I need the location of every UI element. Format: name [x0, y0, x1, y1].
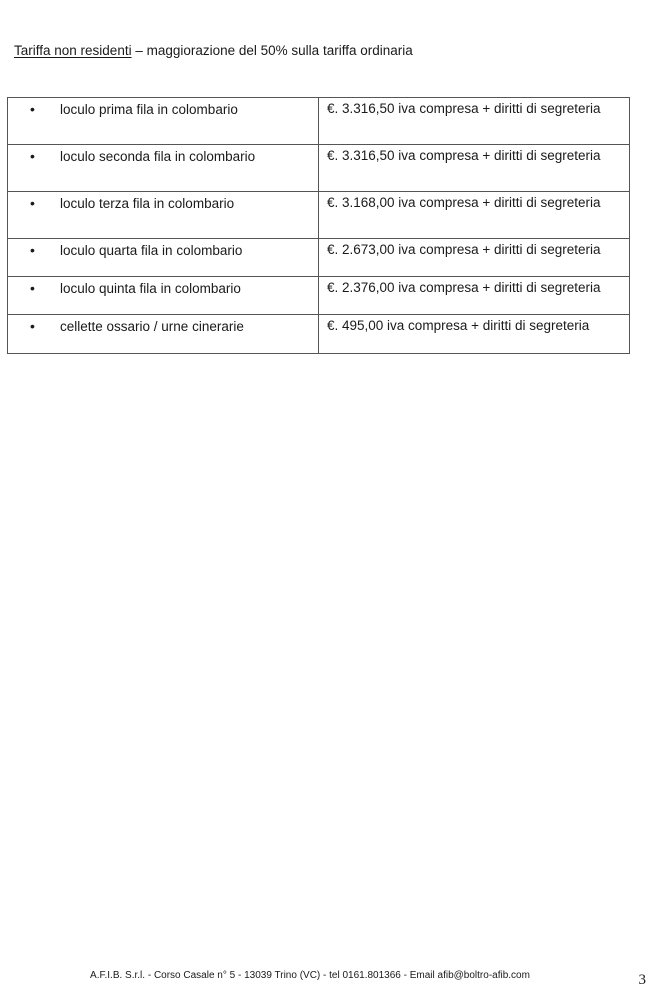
price-cell: €. 2.376,00 iva compresa + diritti di segreteria — [319, 277, 630, 315]
item-label: loculo seconda fila in colombario — [60, 149, 256, 164]
heading-rest-text: – maggiorazione del 50% sulla tariffa ordinaria — [131, 43, 413, 58]
page-footer: A.F.I.B. S.r.l. - Corso Casale n° 5 - 13039 Trino (VC) - tel 0161.801366 - Email afib@boltro-afib.com — [90, 970, 530, 981]
price-cell: €. 3.316,50 iva compresa + diritti di segreteria — [319, 98, 630, 145]
item-label: loculo quinta fila in colombario — [60, 281, 241, 296]
heading-underlined-text: Tariffa non residenti — [14, 43, 132, 58]
item-cell — [8, 277, 319, 315]
bullet-icon: • — [30, 148, 35, 164]
price-cell: €. 3.316,50 iva compresa + diritti di segreteria — [319, 145, 630, 192]
bullet-icon: • — [30, 101, 35, 117]
table-row — [8, 277, 630, 315]
section-heading — [14, 42, 413, 60]
table-row — [8, 315, 630, 354]
tariff-table — [7, 97, 630, 354]
table-row — [8, 239, 630, 277]
item-cell — [8, 98, 319, 145]
item-label: loculo prima fila in colombario — [60, 102, 238, 117]
price-cell: €. 495,00 iva compresa + diritti di segreteria — [319, 315, 630, 354]
price-cell: €. 3.168,00 iva compresa + diritti di segreteria — [319, 192, 630, 239]
item-cell — [8, 192, 319, 239]
price-cell: €. 2.673,00 iva compresa + diritti di segreteria — [319, 239, 630, 277]
item-label: loculo terza fila in colombario — [60, 196, 235, 211]
page-number: 3 — [638, 972, 646, 988]
item-label: cellette ossario / urne cinerarie — [60, 319, 244, 334]
item-cell — [8, 239, 319, 277]
item-cell — [8, 315, 319, 354]
bullet-icon: • — [30, 280, 35, 296]
item-label: loculo quarta fila in colombario — [60, 243, 243, 258]
item-cell — [8, 145, 319, 192]
table-row — [8, 145, 630, 192]
bullet-icon: • — [30, 195, 35, 211]
bullet-icon: • — [30, 318, 35, 334]
bullet-icon: • — [30, 242, 35, 258]
table-row — [8, 192, 630, 239]
table-row — [8, 98, 630, 145]
